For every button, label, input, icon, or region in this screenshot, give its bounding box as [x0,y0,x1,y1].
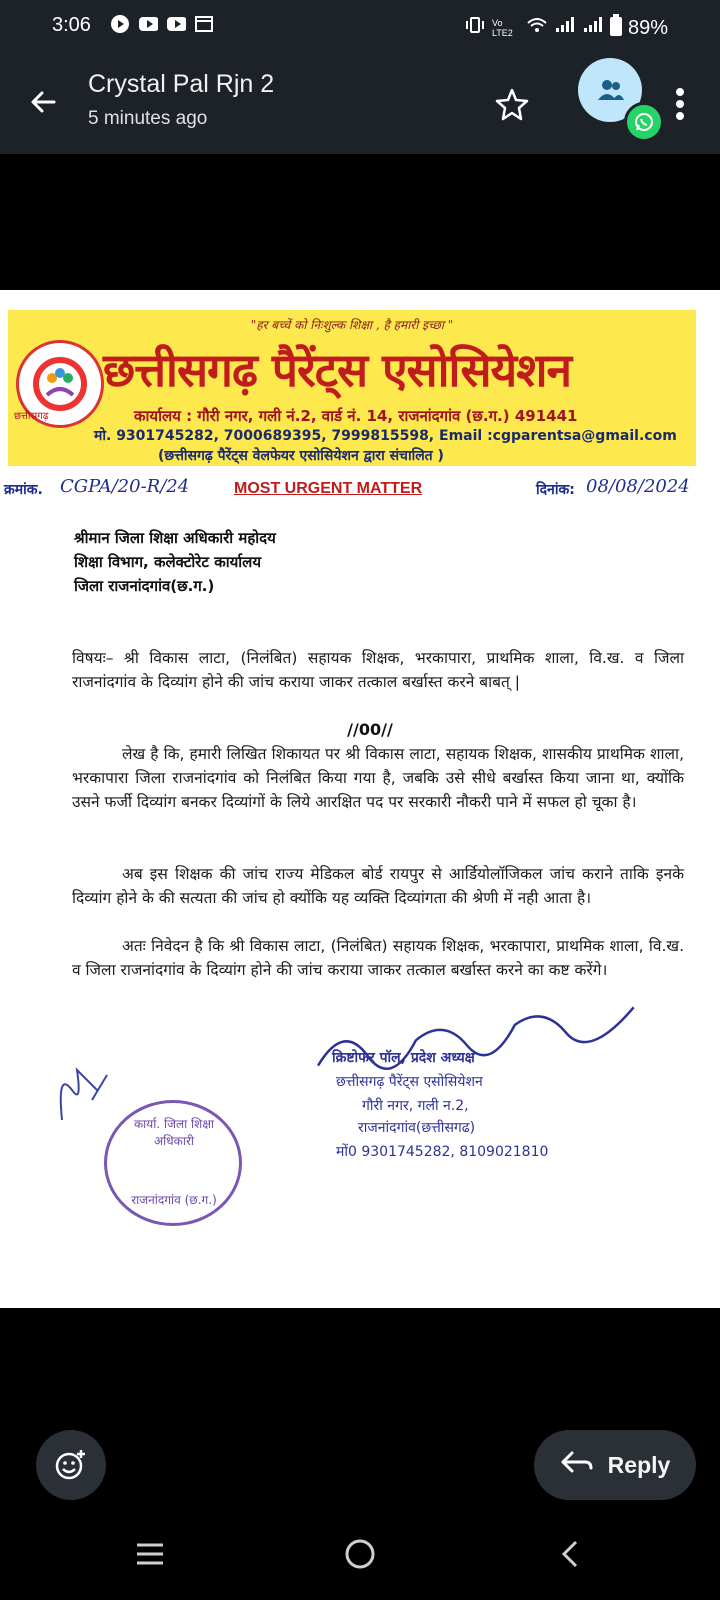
reply-label: Reply [607,1451,671,1478]
whatsapp-icon [624,102,664,142]
reference-label: क्रमांक. [4,482,43,498]
app-bar [0,52,720,154]
reply-icon [560,1450,594,1480]
letterhead-banner [8,310,696,466]
logo-caption: छत्तीसगढ़ [14,411,49,422]
recipient-line-1: श्रीमान जिला शिक्षा अधिकारी महोदय [74,529,276,547]
stamp-text-2: राजनांदगांव (छ.ग.) [131,1193,217,1207]
stamp-text: कार्या. जिला शिक्षा अधिकारी [133,1117,215,1148]
date-value: 08/08/2024 [586,476,690,497]
letterhead-tagline: "हर बच्चें को निःशुल्क शिक्षा , है हमारी इच्छा " [250,318,454,332]
more-vert-icon[interactable] [670,82,690,126]
signal-icon [554,16,576,40]
body-paragraph-2: अब इस शिक्षक की जांच राज्य मेडिकल बोर्ड रायपुर से आर्डियोलॉजिकल जांच कराने ताकि इनके दिव्यांग होने के की सत्यता की जांच हो क्योंकि यह व्यक्ति दिव्यांगता की श्रेणी में नही आता है। [72,865,684,907]
contact-numbers: मो. 9301745282, 7000689395, 7999815598, Email :cgparentsa@gmail.com [94,428,677,444]
signatory-org: छत्तीसगढ़ पैरेंट्स एसोसियेशन [336,1074,483,1090]
subject-paragraph: विषयः– श्री विकास लाटा, (निलंबित) सहायक शिक्षक, भरकापारा, प्राथमिक शाला, वि.ख. व जिला राजनांदगांव के दिव्यांग होने की जांच कराया जाकर तत्काल बर्खास्त करने बाबत् | [72,649,684,691]
office-stamp [104,1100,242,1226]
signal-icon [582,16,604,40]
calendar-icon [194,14,214,34]
signatory-address-2: राजनांदगांव(छत्तीसगढ) [358,1120,476,1136]
signatory-address-1: गौरी नगर, गली न.2, [362,1098,469,1114]
office-address: कार्यालय : गौरी नगर, गली नं.2, वार्ड नं. 14, राजनांदगांव (छ.ग.) 491441 [134,407,578,425]
letter-image[interactable] [0,290,720,1308]
wifi-icon [526,16,548,40]
add-reaction-icon[interactable] [36,1430,106,1500]
urgent-heading: MOST URGENT MATTER [234,480,423,497]
signatory-phone: मों0 9301745282, 8109021810 [336,1144,549,1160]
body-paragraph-1: लेख है कि, हमारी लिखित शिकायत पर श्री विकास लाटा, सहायक शिक्षक, शासकीय प्राथमिक शाला, भरकापारा जिला राजनांदगांव को निलंबित किया गया है, जबकि उसे सीधे बर्खास्त किया जाना था, क्योंकि उसने फर्जी दिव्यांग बनकर दिव्यांगों के लिये आरक्षित पद पर सरकारी नौकरी पाने में सफल हो चूका है। [72,745,684,811]
volte-label: Vo LTE2 [491,18,513,38]
recipient-line-3: जिला राजनांदगांव(छ.ग.) [74,577,215,595]
reply-button[interactable] [534,1430,696,1500]
battery-icon [610,14,622,42]
clock: 3:06 [52,14,91,36]
recents-nav-icon[interactable] [130,1534,170,1574]
sender-name: Crystal Pal Rjn 2 [88,70,275,98]
body-paragraph-3: अतः निवेदन है कि श्री विकास लाटा, (निलंबित) सहायक शिक्षक, भरकापारा, प्राथमिक शाला, वि.ख. व जिला राजनांदगांव के दिव्यांग होने की जांच कराया जाकर तत्काल बर्खास्त करने का कष्ट करेंगे। [72,937,684,979]
battery-percent: 89% [627,16,668,39]
status-bar [0,0,720,52]
play-circle-icon [110,14,130,34]
initials-mark [52,1060,112,1134]
separator: //00// [347,720,393,739]
home-nav-icon[interactable] [340,1534,380,1574]
reference-row [0,476,720,506]
youtube-icon [138,14,158,34]
youtube-icon [166,14,186,34]
recipient-line-2: शिक्षा विभाग, कलेक्टोरेट कार्यालय [74,553,262,571]
operated-by: (छत्तीसगढ़ पैरेंट्स वेलफेयर एसोसियेशन द्वारा संचालित ) [158,448,444,464]
back-nav-icon[interactable] [550,1534,590,1574]
date-label: दिनांक: [536,482,575,498]
organization-name: छत्तीसगढ़ पैरेंट्स एसोसियेशन [103,343,572,397]
star-icon[interactable] [494,86,530,122]
reference-number: CGPA/20-R/24 [60,476,190,497]
notification-icons [110,14,214,34]
vibrate-icon [464,16,486,40]
signatory-name: क्रिष्टोफर पॉल, प्रदेश अध्यक्ष [332,1050,475,1066]
system-indicators [464,14,668,42]
arrow-left-icon[interactable] [24,82,64,122]
timestamp: 5 minutes ago [88,108,208,129]
